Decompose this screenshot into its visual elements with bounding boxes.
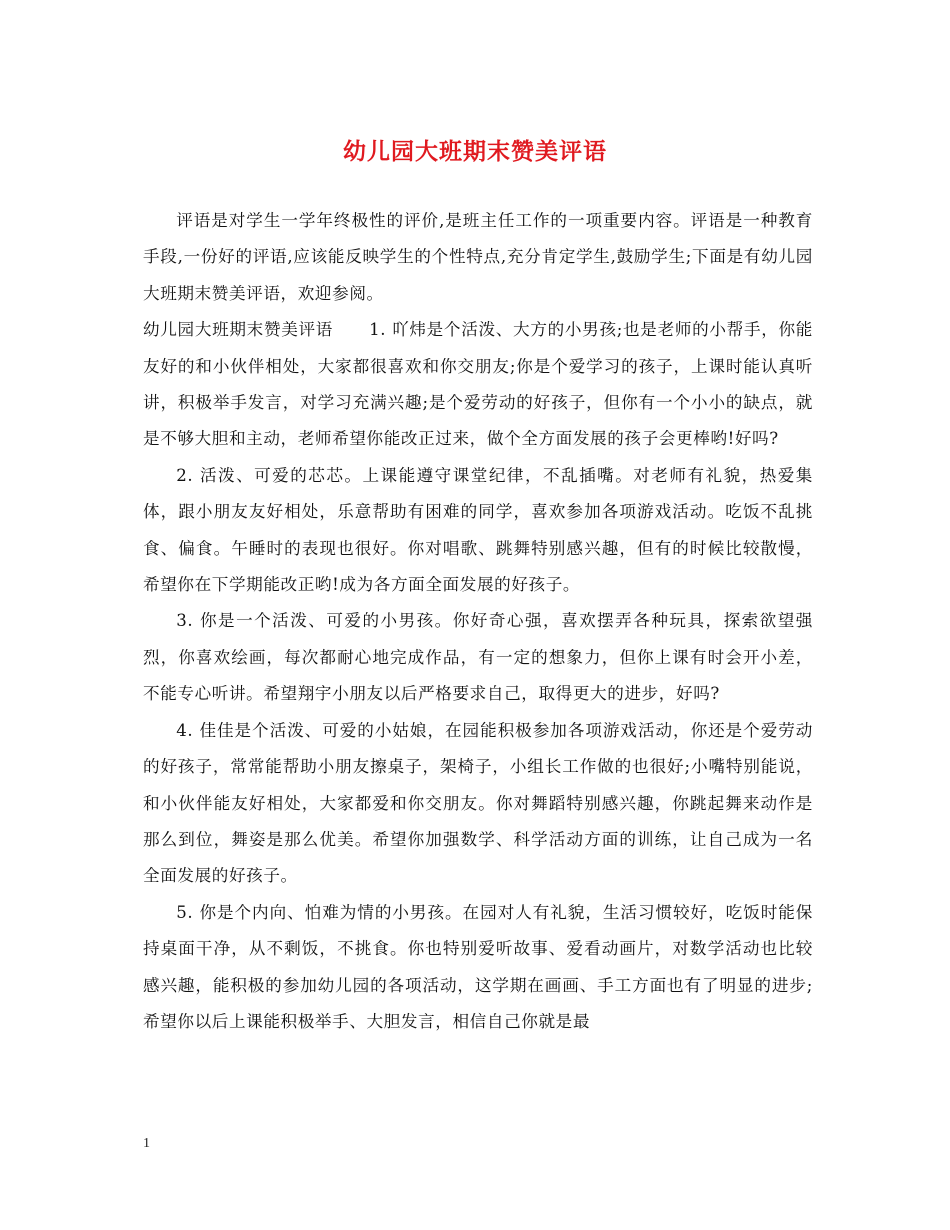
item-2-paragraph: 2. 活泼、可爱的芯芯。上课能遵守课堂纪律，不乱插嘴。对老师有礼貌，热爱集体，跟小朋友友好相处，乐意帮助有困难的同学，喜欢参加各项游戏活动。吃饭不乱挑食、偏食。午睡时的表现也很好。你对唱歌、跳舞特别感兴趣，但有的时候比较散慢，希望你在下学期能改正哟!成为各方面全面发展的好孩子。	[143, 465, 813, 595]
item-4-paragraph: 4. 佳佳是个活泼、可爱的小姑娘，在园能积极参加各项游戏活动，你还是个爱劳动的好孩子，常常能帮助小朋友擦桌子，架椅子，小组长工作做的也很好;小嘴特别能说，和小伙伴能友好相处，大家都爱和你交朋友。你对舞蹈特别感兴趣，你跳起舞来动作是那么到位，舞姿是那么优美。希望你加强数学、科学活动方面的训练，让自己成为一名全面发展的好孩子。	[143, 720, 813, 886]
page-number: 1	[143, 1136, 150, 1151]
document-title: 幼儿园大班期末赞美评语	[343, 138, 607, 165]
section-heading: 幼儿园大班期末赞美评语	[143, 320, 334, 340]
item-1-text: 1. 吖炜是个活泼、大方的小男孩;也是老师的小帮手，你能友好的和小伙伴相处，大家都很喜欢和你交朋友;你是个爱学习的孩子，上课时能认真听讲，积极举手发言，对学习充满兴趣;是个爱劳动的好孩子，但你有一个小小的缺点，就是不够大胆和主动，老师希望你能改正过来，做个全方面发展的孩子会更棒哟!好吗?	[143, 320, 813, 449]
document-body	[143, 203, 813, 1040]
first-item-paragraph	[143, 312, 813, 458]
item-3-paragraph: 3. 你是一个活泼、可爱的小男孩。你好奇心强，喜欢摆弄各种玩具，探索欲望强烈，你喜欢绘画，每次都耐心地完成作品，有一定的想象力，但你上课有时会开小差，不能专心听讲。希望翔宇小朋友以后严格要求自己，取得更大的进步，好吗?	[143, 611, 813, 704]
item-5-paragraph: 5. 你是个内向、怕难为情的小男孩。在园对人有礼貌，生活习惯较好，吃饭时能保持桌面干净，从不剩饭，不挑食。你也特别爱听故事、爱看动画片，对数学活动也比较感兴趣，能积极的参加幼儿园的各项活动，这学期在画画、手工方面也有了明显的进步;希望你以后上课能积极举手、大胆发言，相信自己你就是最	[143, 902, 813, 1031]
intro-paragraph: 评语是对学生一学年终极性的评价,是班主任工作的一项重要内容。评语是一种教育手段,一份好的评语,应该能反映学生的个性特点,充分肯定学生,鼓励学生;下面是有幼儿园大班期末赞美评语，欢迎参阅。	[143, 211, 813, 303]
